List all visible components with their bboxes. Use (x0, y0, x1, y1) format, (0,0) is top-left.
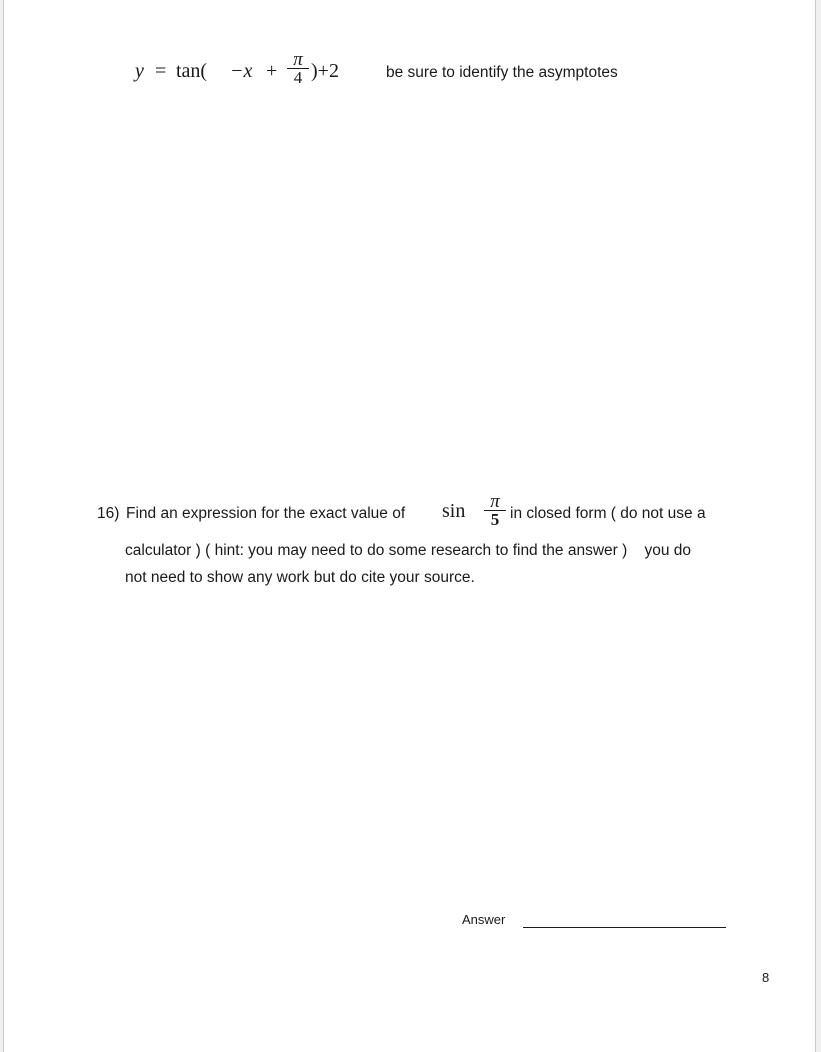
eq-frac-numerator: π (293, 49, 303, 70)
answer-blank-line[interactable] (523, 927, 726, 928)
eq-close-plus-two: )+2 (311, 60, 339, 82)
problem-16-line3: not need to show any work but do cite your source. (125, 569, 475, 586)
problem-16-line1-before: Find an expression for the exact value of (126, 505, 406, 522)
eq-func: tan( (176, 60, 208, 82)
eq-equals: = (155, 60, 167, 82)
problem-16-line2: calculator ) ( hint: you may need to do some research to find the answer ) you do (125, 542, 692, 559)
frac-numerator: π (490, 491, 500, 512)
fraction-pi-over-5 (484, 492, 506, 528)
problem-16-line1-after: in closed form ( do not use a (510, 505, 706, 522)
page-number: 8 (762, 970, 770, 985)
eq-neg-x: −x (230, 60, 253, 82)
sin-function: sin (442, 500, 466, 522)
document-page (3, 0, 816, 1052)
eq-lhs: y (135, 60, 144, 82)
answer-label: Answer (462, 912, 506, 927)
eq-frac-denominator: 4 (293, 68, 303, 87)
frac-denominator: 5 (490, 510, 500, 529)
instruction-text: be sure to identify the asymptotes (386, 64, 618, 81)
problem-16-number: 16) (97, 505, 120, 522)
eq-fraction-pi-over-4 (287, 50, 309, 86)
eq-plus: + (266, 60, 278, 82)
